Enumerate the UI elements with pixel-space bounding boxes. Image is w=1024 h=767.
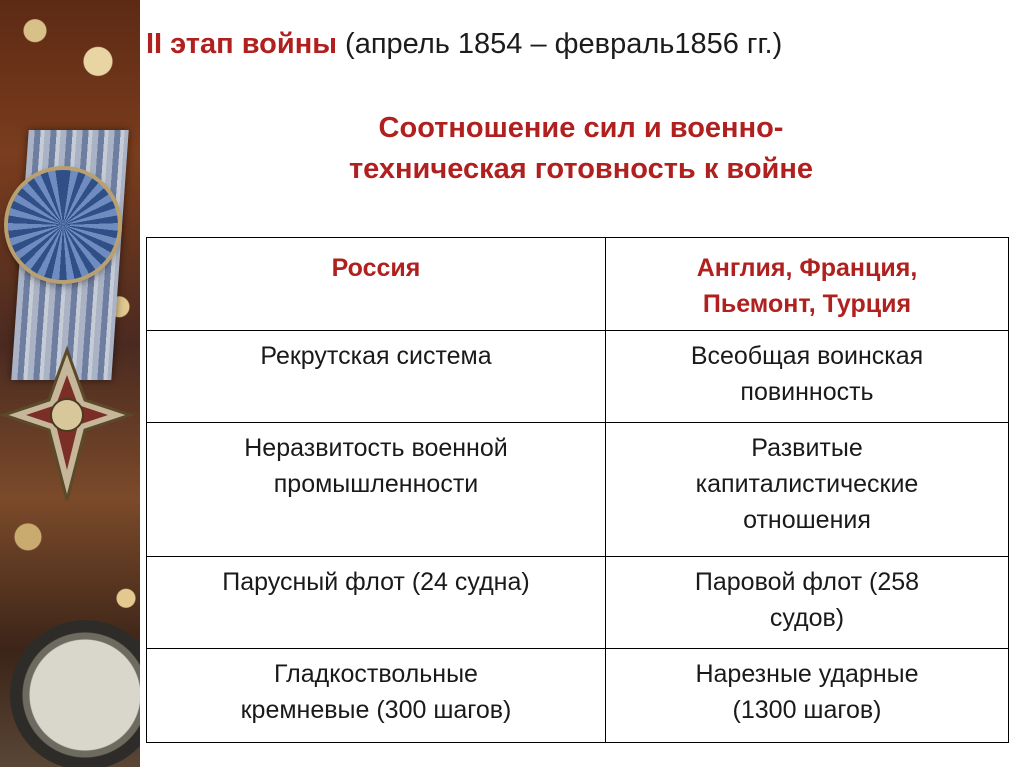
table-row [147,423,1009,557]
page-title [146,28,1016,61]
section-subtitle [146,108,1016,190]
comparison-table [146,237,1009,743]
cell-line: капиталистические [695,470,919,498]
table-row [147,557,1009,649]
cell-russia [147,331,606,423]
table-header-row [147,238,1009,331]
header-allies [606,238,1009,331]
header-allies-line-1: Англия, Франция, [696,254,918,282]
subtitle-line-1: Соотношение сил и военно- [378,112,784,144]
subtitle-line-2: техническая готовность к войне [348,153,814,185]
cell-line: отношения [743,506,871,534]
cell-russia [147,423,606,557]
cell-line: Рекрутская система [260,342,492,370]
cell-line: Гладкоствольные [274,660,478,688]
cell-line: Неразвитость военной [244,434,508,462]
compass-icon [10,620,140,767]
cell-line: судов) [769,604,845,632]
table-row [147,649,1009,743]
cell-line: кремневые (300 шагов) [240,696,512,724]
cell-line: Развитые [751,434,863,462]
order-cross-icon [0,340,135,510]
cell-russia [147,557,606,649]
cell-allies [606,557,1009,649]
cell-line: (1300 шагов) [732,696,882,724]
header-russia: Россия [147,238,606,331]
header-allies-line-2: Пьемонт, Турция [702,290,912,318]
cell-line: Парусный флот (24 судна) [222,568,530,596]
cell-allies [606,649,1009,743]
cell-line: промышленности [273,470,479,498]
cell-line: повинность [740,378,874,406]
table-row [147,331,1009,423]
cell-line: Паровой флот (258 [694,568,920,596]
rosette-icon [8,170,118,280]
cell-allies [606,423,1009,557]
cell-line: Нарезные ударные [695,660,919,688]
title-accent: II этап войны [146,28,337,60]
decorative-medals-image [0,0,140,767]
title-dates: (апрель 1854 – февраль1856 гг.) [336,28,783,60]
cell-line: Всеобщая воинская [690,342,924,370]
cell-allies [606,331,1009,423]
cell-russia [147,649,606,743]
